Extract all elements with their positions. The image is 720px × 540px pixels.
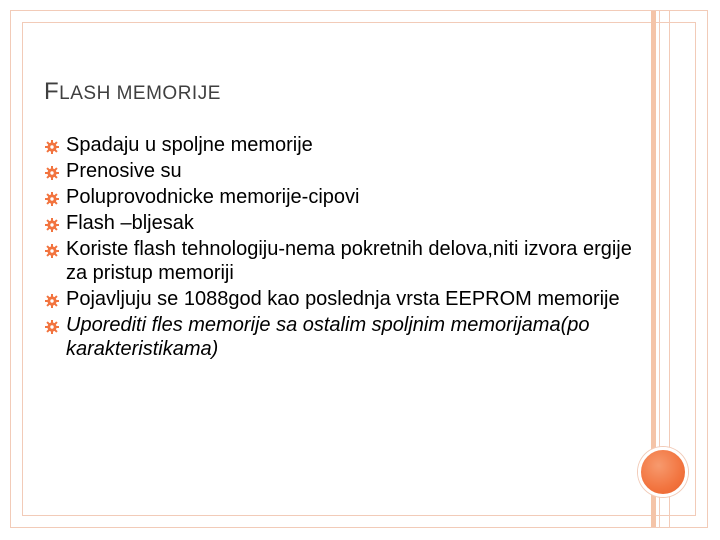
bullet-text: Flash –bljesak [66,212,194,234]
slide-title [44,78,221,106]
gear-icon [44,163,60,179]
bullet-text: Spadaju u spoljne memorije [66,134,313,156]
gear-icon [44,317,60,333]
gear-icon [44,215,60,231]
bullet-text: Koriste flash tehnologiju-nema pokretnih delova,niti izvora ergije za pristup memoriji [66,238,632,284]
bullet-item [44,237,644,285]
gear-icon [44,189,60,205]
gear-icon [44,137,60,153]
bullet-item [44,185,644,209]
gear-icon [44,241,60,257]
slide-title-initial: F [44,78,60,105]
orange-circle-decoration [638,447,688,497]
bullet-item [44,287,644,311]
bullet-item [44,133,644,157]
bullet-item [44,159,644,183]
bullet-text: Pojavljuju se 1088god kao poslednja vrsta EEPROM memorije [66,288,620,310]
bullet-list [44,133,644,363]
bullet-text: Prenosive su [66,160,182,182]
gear-icon [44,291,60,307]
slide-title-rest: LASH MEMORIJE [59,83,221,104]
bullet-item [44,313,644,361]
bullet-text: Uporediti fles memorije sa ostalim spoljnim memorijama(po karakteristikama) [66,314,590,360]
bullet-item [44,211,644,235]
bullet-text: Poluprovodnicke memorije-cipovi [66,186,360,208]
